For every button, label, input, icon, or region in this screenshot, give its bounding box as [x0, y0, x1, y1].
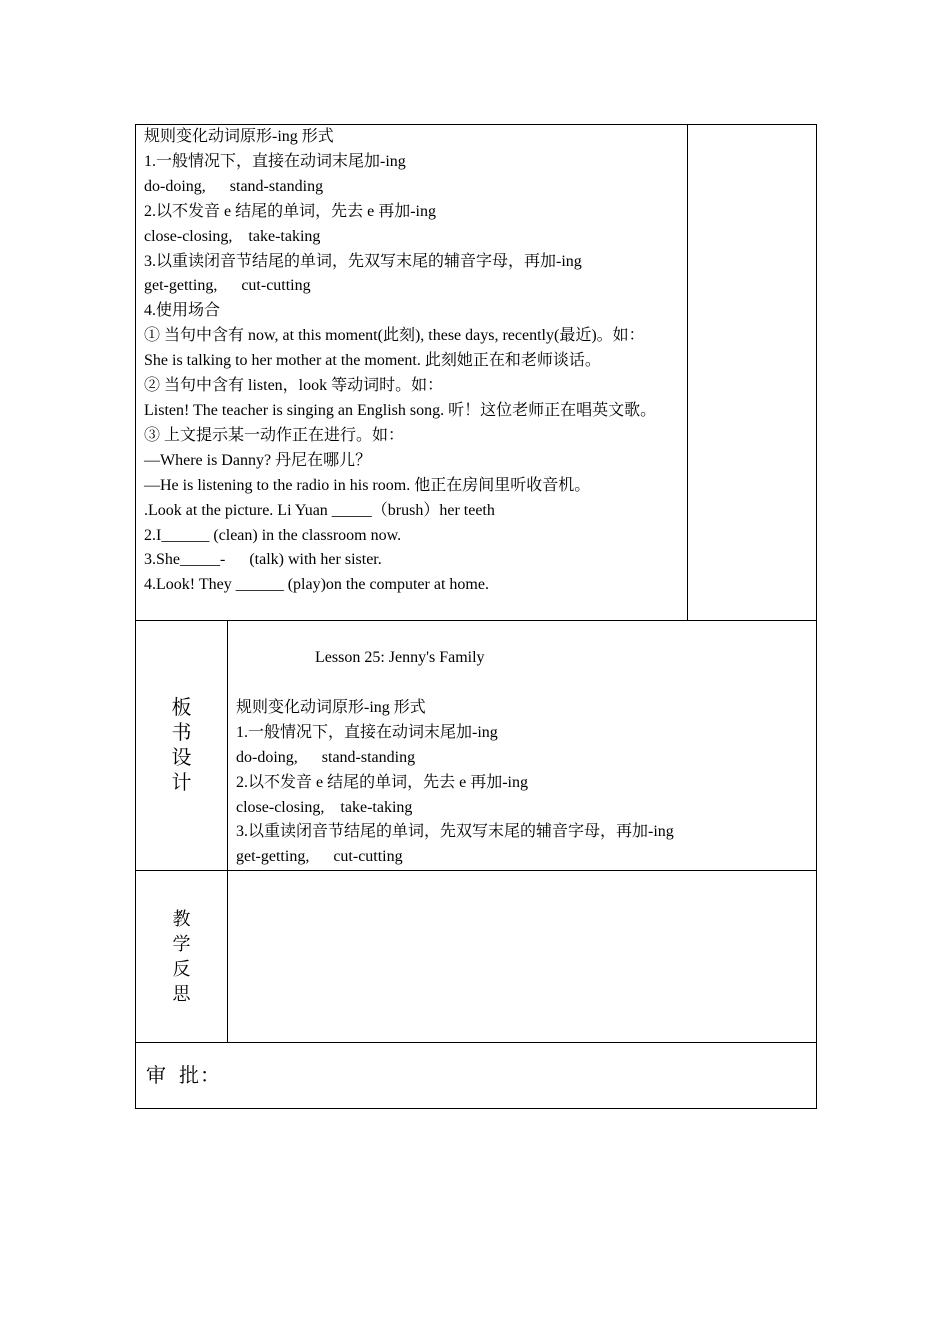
- board-label-char: 板: [171, 696, 192, 719]
- notes-line: 2.以不发音 e 结尾的单词，先去 e 再加-ing: [144, 202, 436, 220]
- approval-label: 审 批：: [146, 1064, 221, 1087]
- notes-line: Listen! The teacher is singing an English song. 听！这位老师正在唱英文歌。: [144, 401, 657, 419]
- content-row: [136, 125, 817, 621]
- approval-cell: [136, 1043, 817, 1109]
- board-line: do-doing, stand-standing: [236, 748, 416, 766]
- board-design-content-cell: [228, 621, 817, 871]
- board-line: get-getting, cut-cutting: [236, 848, 403, 866]
- board-line: close-closing, take-taking: [236, 798, 413, 816]
- exercise-line: 2.I______ (clean) in the classroom now.: [144, 526, 402, 544]
- exercise-line: 4.Look! They ______ (play)on the computer at home.: [144, 576, 489, 594]
- notes-line: —He is listening to the radio in his room. 他正在房间里听收音机。: [144, 476, 591, 494]
- board-design-label-cell: [136, 621, 228, 871]
- reflection-content-cell: [228, 871, 817, 1043]
- board-line: 规则变化动词原形-ing 形式: [236, 698, 426, 716]
- notes-line: close-closing, take-taking: [144, 227, 321, 245]
- board-design-row: [136, 621, 817, 871]
- notes-line: ① 当句中含有 now, at this moment(此刻), these days, recently(最近)。如：: [144, 327, 645, 345]
- notes-line: ② 当句中含有 listen，look 等动词时。如：: [144, 377, 444, 395]
- board-lines: [236, 696, 816, 870]
- reflection-label-cell: [136, 871, 228, 1043]
- notes-line: get-getting, cut-cutting: [144, 277, 311, 295]
- exercise-line: .Look at the picture. Li Yuan _____（brush）her teeth: [144, 501, 495, 519]
- notes-line: do-doing, stand-standing: [144, 177, 324, 195]
- notes-line: 3.以重读闭音节结尾的单词，先双写末尾的辅音字母，再加-ing: [144, 252, 582, 270]
- reflection-label-char: 教: [172, 908, 191, 929]
- board-line: 1.一般情况下，直接在动词末尾加-ing: [236, 723, 498, 741]
- reflection-label-char: 学: [172, 933, 191, 954]
- lesson-plan-table: [135, 124, 817, 1109]
- notes-line: ③ 上文提示某一动作正在进行。如：: [144, 426, 405, 444]
- reflection-label-char: 思: [172, 983, 191, 1004]
- grammar-notes-cell: [136, 125, 688, 621]
- notes-line: 4.使用场合: [144, 302, 221, 320]
- board-title: Lesson 25: Jenny's Family: [315, 649, 485, 666]
- approval-row: [136, 1043, 817, 1109]
- side-column-cell: [688, 125, 817, 621]
- board-line: 2.以不发音 e 结尾的单词，先去 e 再加-ing: [236, 773, 528, 791]
- notes-line: 规则变化动词原形-ing 形式: [144, 128, 334, 145]
- board-label-char: 书: [171, 721, 192, 744]
- reflection-label-char: 反: [172, 958, 191, 979]
- exercise-line: 3.She_____- (talk) with her sister.: [144, 551, 382, 569]
- board-label-char: 设: [171, 746, 192, 769]
- board-label-char: 计: [171, 771, 192, 794]
- board-line: 3.以重读闭音节结尾的单词，先双写末尾的辅音字母，再加-ing: [236, 823, 674, 841]
- notes-line: —Where is Danny? 丹尼在哪儿？: [144, 451, 372, 469]
- notes-line: 1.一般情况下，直接在动词末尾加-ing: [144, 152, 406, 170]
- grammar-notes: [144, 125, 687, 598]
- reflection-row: [136, 871, 817, 1043]
- notes-line: She is talking to her mother at the moment. 此刻她正在和老师谈话。: [144, 352, 601, 370]
